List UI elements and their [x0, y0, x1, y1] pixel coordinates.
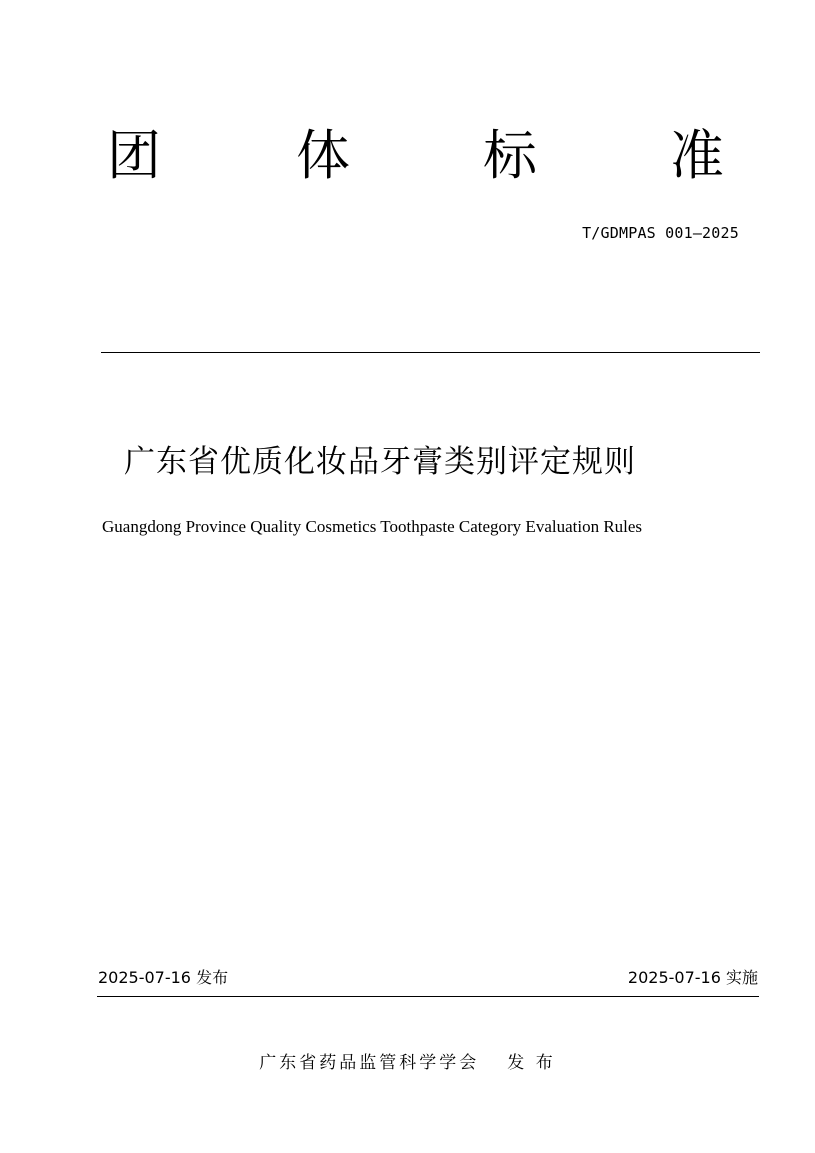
issue-date: 2025-07-16 发布: [98, 968, 229, 987]
heading-char: 团: [107, 124, 161, 187]
document-title-chinese: 广东省优质化妆品牙膏类别评定规则: [124, 444, 636, 480]
heading-char: 体: [296, 124, 350, 187]
publisher-line: [0, 1050, 815, 1076]
implementation-date: 2025-07-16 实施: [627, 968, 758, 987]
document-title-english: Guangdong Province Quality Cosmetics Toothpaste Category Evaluation Rules: [102, 517, 643, 536]
standard-code: T/GDMPAS 001—2025: [582, 224, 739, 242]
heading-char: 标: [483, 124, 537, 187]
bottom-divider: [97, 996, 759, 997]
publisher-organization: 广东省药品监管科学学会: [259, 1053, 480, 1073]
heading-char: 准: [670, 124, 724, 187]
top-divider: [101, 352, 760, 353]
publisher-action: 发 布: [507, 1053, 556, 1073]
